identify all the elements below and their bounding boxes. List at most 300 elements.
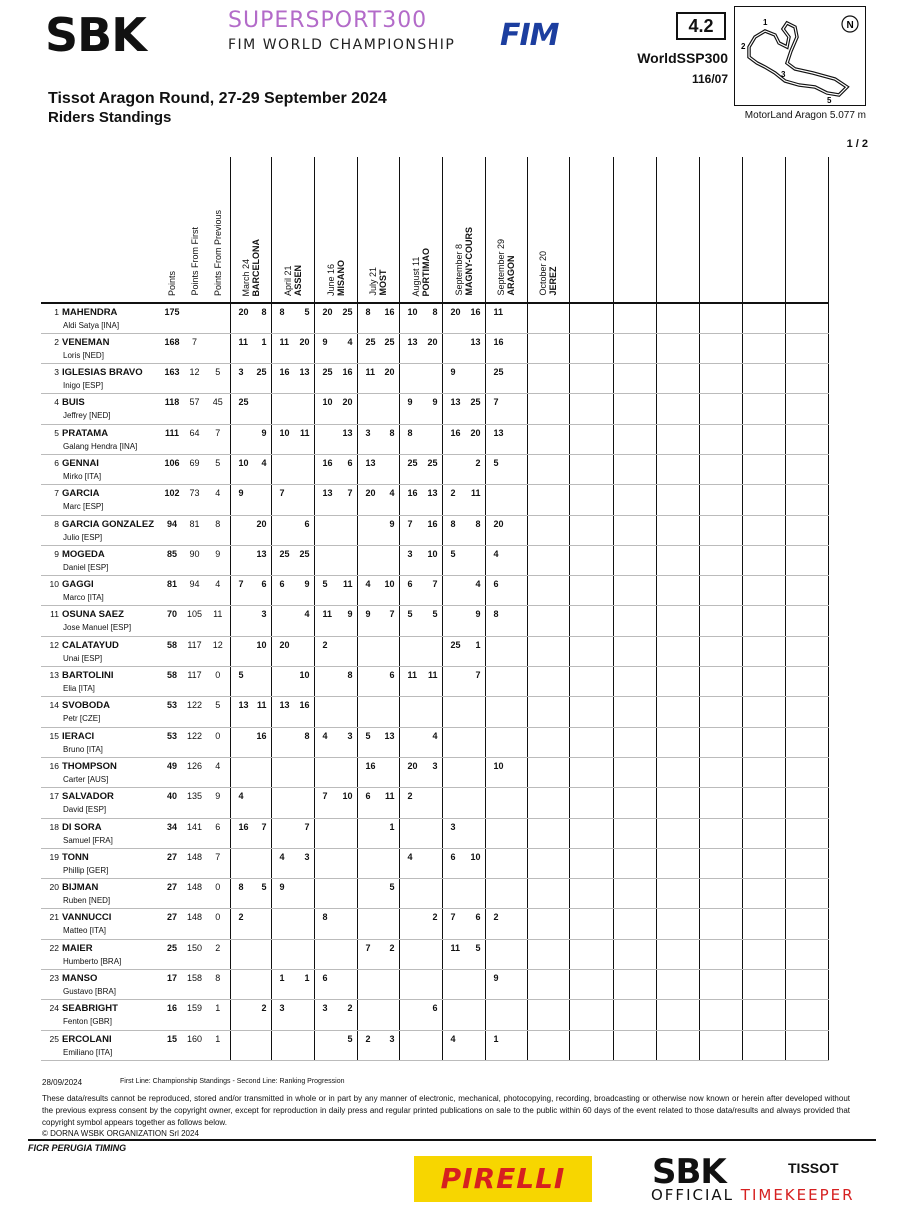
empty-cell [699,757,742,787]
print-date: 28/09/2024 [42,1078,83,1087]
points-cell: 85 [161,545,183,575]
empty-cell [785,727,828,757]
from-first-cell: 148 [183,848,206,878]
round-cell [314,757,357,787]
empty-cell [569,909,613,939]
empty-cell [785,333,828,363]
round-header: July 21 MOST [357,157,399,303]
empty-cell [569,606,613,636]
empty-cell [742,636,785,666]
empty-cell [742,485,785,515]
from-previous-cell: 8 [206,970,230,1000]
round-cell: 9 7 [357,606,399,636]
round-cell [314,697,357,727]
table-row [41,1000,828,1030]
empty-cell [656,303,699,333]
from-first-cell: 135 [183,788,206,818]
empty-cell [613,485,656,515]
round-cell [527,333,569,363]
empty-cell [742,1030,785,1060]
empty-cell [699,727,742,757]
empty-cell [569,879,613,909]
round-cell: 1 [357,818,399,848]
round-cell: 20 [485,515,527,545]
empty-cell [785,515,828,545]
empty-cell [569,454,613,484]
empty-cell [699,909,742,939]
round-cell: 6 11 [357,788,399,818]
round-cell [527,424,569,454]
round-cell: 7 6 [230,576,271,606]
round-cell: 10 [230,636,271,666]
from-first-cell: 158 [183,970,206,1000]
round-cell: 2 [485,909,527,939]
round-cell: 4 [485,545,527,575]
from-previous-cell: 2 [206,939,230,969]
from-first-cell: 126 [183,757,206,787]
empty-cell [742,394,785,424]
from-previous-cell: 4 [206,757,230,787]
round-cell: 16 [230,727,271,757]
empty-cell [699,1000,742,1030]
rider-cell: 15 IERACI Bruno [ITA] [41,727,161,757]
empty-cell [613,879,656,909]
empty-cell [613,818,656,848]
round-cell [399,939,442,969]
rider-cell: 5 PRATAMA Galang Hendra [INA] [41,424,161,454]
round-cell: 9 [442,364,485,394]
from-previous-cell: 5 [206,697,230,727]
turn-label: 3 [781,70,786,79]
empty-cell [785,303,828,333]
points-cell: 27 [161,909,183,939]
round-cell [527,485,569,515]
round-cell: 3 10 [399,545,442,575]
empty-cell [613,970,656,1000]
rider-cell: 14 SVOBODA Petr [CZE] [41,697,161,727]
empty-cell [785,788,828,818]
standings-table [41,157,829,1061]
round-cell [527,667,569,697]
round-cell: 9 [442,606,485,636]
from-first-cell: 64 [183,424,206,454]
round-cell: 3 2 [314,1000,357,1030]
empty-cell [613,788,656,818]
event-title: Tissot Aragon Round, 27-29 September 2024 [48,90,387,107]
timing-provider: FICR PERUGIA TIMING [28,1143,127,1153]
rider-cell: 3 IGLESIAS BRAVO Inigo [ESP] [41,364,161,394]
round-cell [527,454,569,484]
empty-cell [613,697,656,727]
from-previous-cell: 6 [206,818,230,848]
rider-cell: 11 OSUNA SAEZ Jose Manuel [ESP] [41,606,161,636]
round-cell: 2 [230,909,271,939]
round-cell [527,576,569,606]
points-cell: 27 [161,848,183,878]
document-code: 116/07 [691,72,728,86]
round-cell: 13 25 [442,394,485,424]
from-previous-cell: 12 [206,636,230,666]
round-cell: 13 [485,424,527,454]
points-cell: 102 [161,485,183,515]
empty-cell [613,757,656,787]
round-header: September 8 MAGNY-COURS [442,157,485,303]
table-row [41,394,828,424]
rider-cell: 23 MANSO Gustavo [BRA] [41,970,161,1000]
round-cell: 20 16 [442,303,485,333]
round-cell: 3 8 [357,424,399,454]
track-map [734,6,866,106]
round-cell [485,1000,527,1030]
empty-cell [785,394,828,424]
rider-cell: 4 BUIS Jeffrey [NED] [41,394,161,424]
round-cell [485,879,527,909]
track-caption: MotorLand Aragon 5.077 m [744,110,866,121]
empty-cell [785,364,828,394]
empty-cell [569,485,613,515]
empty-cell [569,818,613,848]
table-row [41,909,828,939]
from-first-cell: 122 [183,697,206,727]
empty-cell [569,1000,613,1030]
round-cell: 4 [399,727,442,757]
empty-cell [656,364,699,394]
from-first-cell: 69 [183,454,206,484]
points-cell: 106 [161,454,183,484]
round-cell: 20 [271,636,314,666]
round-cell [271,394,314,424]
empty-cell [613,454,656,484]
from-previous-cell [206,333,230,363]
points-header: Points [161,157,183,303]
round-cell: 8 5 [271,303,314,333]
empty-cell [742,697,785,727]
round-header: September 29 ARAGON [485,157,527,303]
points-cell: 58 [161,636,183,666]
empty-cell [785,909,828,939]
empty-cell [656,939,699,969]
empty-cell [785,545,828,575]
round-cell: 10 20 [314,394,357,424]
round-cell [314,939,357,969]
points-cell: 53 [161,697,183,727]
table-row [41,879,828,909]
round-cell [527,697,569,727]
round-cell: 9 [230,485,271,515]
empty-cell [569,970,613,1000]
round-cell [357,697,399,727]
rider-cell: 18 DI SORA Samuel [FRA] [41,818,161,848]
from-first-cell: 141 [183,818,206,848]
round-cell [527,636,569,666]
round-cell [314,545,357,575]
empty-cell [656,727,699,757]
round-header: June 16 MISANO [314,157,357,303]
series-subtitle: FIM WORLD CHAMPIONSHIP [228,37,456,53]
empty-column-header [699,157,742,303]
empty-cell [569,667,613,697]
points-cell: 175 [161,303,183,333]
empty-cell [785,667,828,697]
round-cell: 1 [485,1030,527,1060]
empty-cell [742,727,785,757]
empty-cell [742,879,785,909]
empty-cell [742,333,785,363]
round-cell: 25 [485,364,527,394]
round-cell [357,1000,399,1030]
round-cell: 1 1 [271,970,314,1000]
from-first-cell: 105 [183,606,206,636]
from-previous-cell: 8 [206,515,230,545]
round-cell: 5 [442,545,485,575]
empty-cell [569,394,613,424]
round-cell: 10 [485,757,527,787]
empty-cell [569,1030,613,1060]
empty-cell [613,364,656,394]
round-cell: 25 1 [442,636,485,666]
empty-cell [656,970,699,1000]
round-cell: 13 16 [271,697,314,727]
round-cell: 3 [230,606,271,636]
from-previous-cell: 45 [206,394,230,424]
from-first-cell: 94 [183,576,206,606]
round-cell [399,364,442,394]
round-cell [230,1030,271,1060]
empty-cell [785,818,828,848]
round-cell: 9 9 [399,394,442,424]
round-cell [314,818,357,848]
table-row [41,303,828,333]
from-previous-cell: 5 [206,364,230,394]
round-cell [442,1000,485,1030]
round-cell [485,485,527,515]
empty-cell [613,636,656,666]
round-cell: 10 [271,667,314,697]
round-cell [527,394,569,424]
empty-cell [569,364,613,394]
empty-cell [613,515,656,545]
round-cell: 8 5 [230,879,271,909]
points-cell: 40 [161,788,183,818]
empty-cell [699,545,742,575]
round-cell: 7 6 [442,909,485,939]
empty-cell [699,636,742,666]
round-cell [527,545,569,575]
points-cell: 15 [161,1030,183,1060]
round-cell: 16 7 [230,818,271,848]
empty-cell [613,303,656,333]
points-cell: 111 [161,424,183,454]
round-header: October 20 JEREZ [527,157,569,303]
round-cell: 9 [230,424,271,454]
from-previous-cell: 4 [206,485,230,515]
empty-cell [699,970,742,1000]
round-cell [399,879,442,909]
rider-cell: 2 VENEMAN Loris [NED] [41,333,161,363]
table-row [41,818,828,848]
round-cell [527,1000,569,1030]
round-cell: 25 16 [314,364,357,394]
table-row [41,333,828,363]
round-cell: 11 20 [271,333,314,363]
round-cell: 4 [271,606,314,636]
round-cell: 10 4 [230,454,271,484]
round-cell [527,788,569,818]
from-previous-cell: 1 [206,1030,230,1060]
sbk-logo: SBK [45,8,146,62]
empty-cell [742,364,785,394]
empty-cell [699,454,742,484]
empty-column-header [785,157,828,303]
round-cell: 5 [357,879,399,909]
round-cell: 4 [442,576,485,606]
table-row [41,485,828,515]
round-cell: 4 3 [314,727,357,757]
round-cell [271,909,314,939]
empty-cell [699,364,742,394]
round-cell: 13 [357,454,399,484]
round-cell: 2 [399,909,442,939]
rider-cell: 9 MOGEDA Daniel [ESP] [41,545,161,575]
from-first-cell: 57 [183,394,206,424]
table-row [41,970,828,1000]
round-cell: 5 [485,454,527,484]
rider-cell: 13 BARTOLINI Elia [ITA] [41,667,161,697]
legend-note: First Line: Championship Standings - Second Line: Ranking Progression [120,1078,345,1085]
empty-cell [569,727,613,757]
round-cell [399,970,442,1000]
empty-cell [742,788,785,818]
empty-cell [742,576,785,606]
empty-cell [569,848,613,878]
from-first-cell: 148 [183,879,206,909]
empty-column-header [569,157,613,303]
empty-cell [742,1000,785,1030]
round-cell: 20 25 [314,303,357,333]
round-cell [271,1030,314,1060]
sbk-footer-logo: SBK [652,1152,726,1192]
round-cell: 13 7 [314,485,357,515]
empty-cell [785,1030,828,1060]
from-previous-cell: 5 [206,454,230,484]
empty-cell [699,818,742,848]
rider-header [41,157,161,303]
round-cell: 2 3 [357,1030,399,1060]
points-cell: 34 [161,818,183,848]
from-previous-cell: 7 [206,848,230,878]
from-first-cell: 73 [183,485,206,515]
round-cell [271,939,314,969]
round-cell [271,757,314,787]
round-cell: 2 [442,454,485,484]
empty-cell [785,606,828,636]
round-cell: 2 [230,1000,271,1030]
round-cell: 7 [271,485,314,515]
round-cell: 3 [442,818,485,848]
empty-cell [785,757,828,787]
round-cell: 8 16 [357,303,399,333]
empty-cell [656,394,699,424]
points-cell: 16 [161,1000,183,1030]
empty-cell [785,454,828,484]
round-cell: 25 25 [399,454,442,484]
from-previous-header: Points From Previous [206,157,230,303]
round-cell: 6 7 [399,576,442,606]
from-previous-cell: 9 [206,788,230,818]
table-row [41,848,828,878]
empty-cell [699,879,742,909]
round-cell: 25 [230,394,271,424]
empty-cell [569,788,613,818]
rider-cell: 8 GARCIA GONZALEZ Julio [ESP] [41,515,161,545]
round-cell: 11 9 [314,606,357,636]
round-cell: 9 [485,970,527,1000]
round-cell [485,636,527,666]
empty-cell [699,848,742,878]
round-cell [442,788,485,818]
round-cell [230,970,271,1000]
empty-column-header [742,157,785,303]
empty-cell [613,1030,656,1060]
from-previous-cell: 1 [206,1000,230,1030]
rider-cell: 21 VANNUCCI Matteo [ITA] [41,909,161,939]
points-cell: 58 [161,667,183,697]
round-cell [485,788,527,818]
round-cell: 9 [357,515,399,545]
rider-cell: 6 GENNAI Mirko [ITA] [41,454,161,484]
from-first-header: Points From First [183,157,206,303]
from-first-cell: 159 [183,1000,206,1030]
from-previous-cell: 0 [206,879,230,909]
empty-cell [613,848,656,878]
round-cell: 16 20 [442,424,485,454]
empty-cell [613,394,656,424]
points-cell: 81 [161,576,183,606]
empty-cell [699,788,742,818]
points-cell: 49 [161,757,183,787]
from-first-cell: 150 [183,939,206,969]
table-row [41,727,828,757]
round-cell: 2 [399,788,442,818]
empty-cell [656,636,699,666]
table-row [41,606,828,636]
round-cell: 16 13 [271,364,314,394]
empty-cell [699,939,742,969]
from-first-cell: 122 [183,727,206,757]
empty-cell [699,394,742,424]
round-header: August 11 PORTIMAO [399,157,442,303]
from-first-cell: 7 [183,333,206,363]
empty-cell [569,939,613,969]
empty-cell [656,1000,699,1030]
empty-cell [613,576,656,606]
empty-cell [656,454,699,484]
rider-cell: 10 GAGGI Marco [ITA] [41,576,161,606]
empty-cell [569,576,613,606]
empty-cell [656,515,699,545]
round-cell [485,697,527,727]
empty-cell [742,667,785,697]
round-cell [527,303,569,333]
footer-divider [28,1139,876,1141]
empty-cell [785,1000,828,1030]
empty-cell [613,667,656,697]
round-cell: 16 6 [314,454,357,484]
points-cell: 17 [161,970,183,1000]
round-cell: 6 [314,970,357,1000]
empty-cell [742,303,785,333]
points-cell: 53 [161,727,183,757]
